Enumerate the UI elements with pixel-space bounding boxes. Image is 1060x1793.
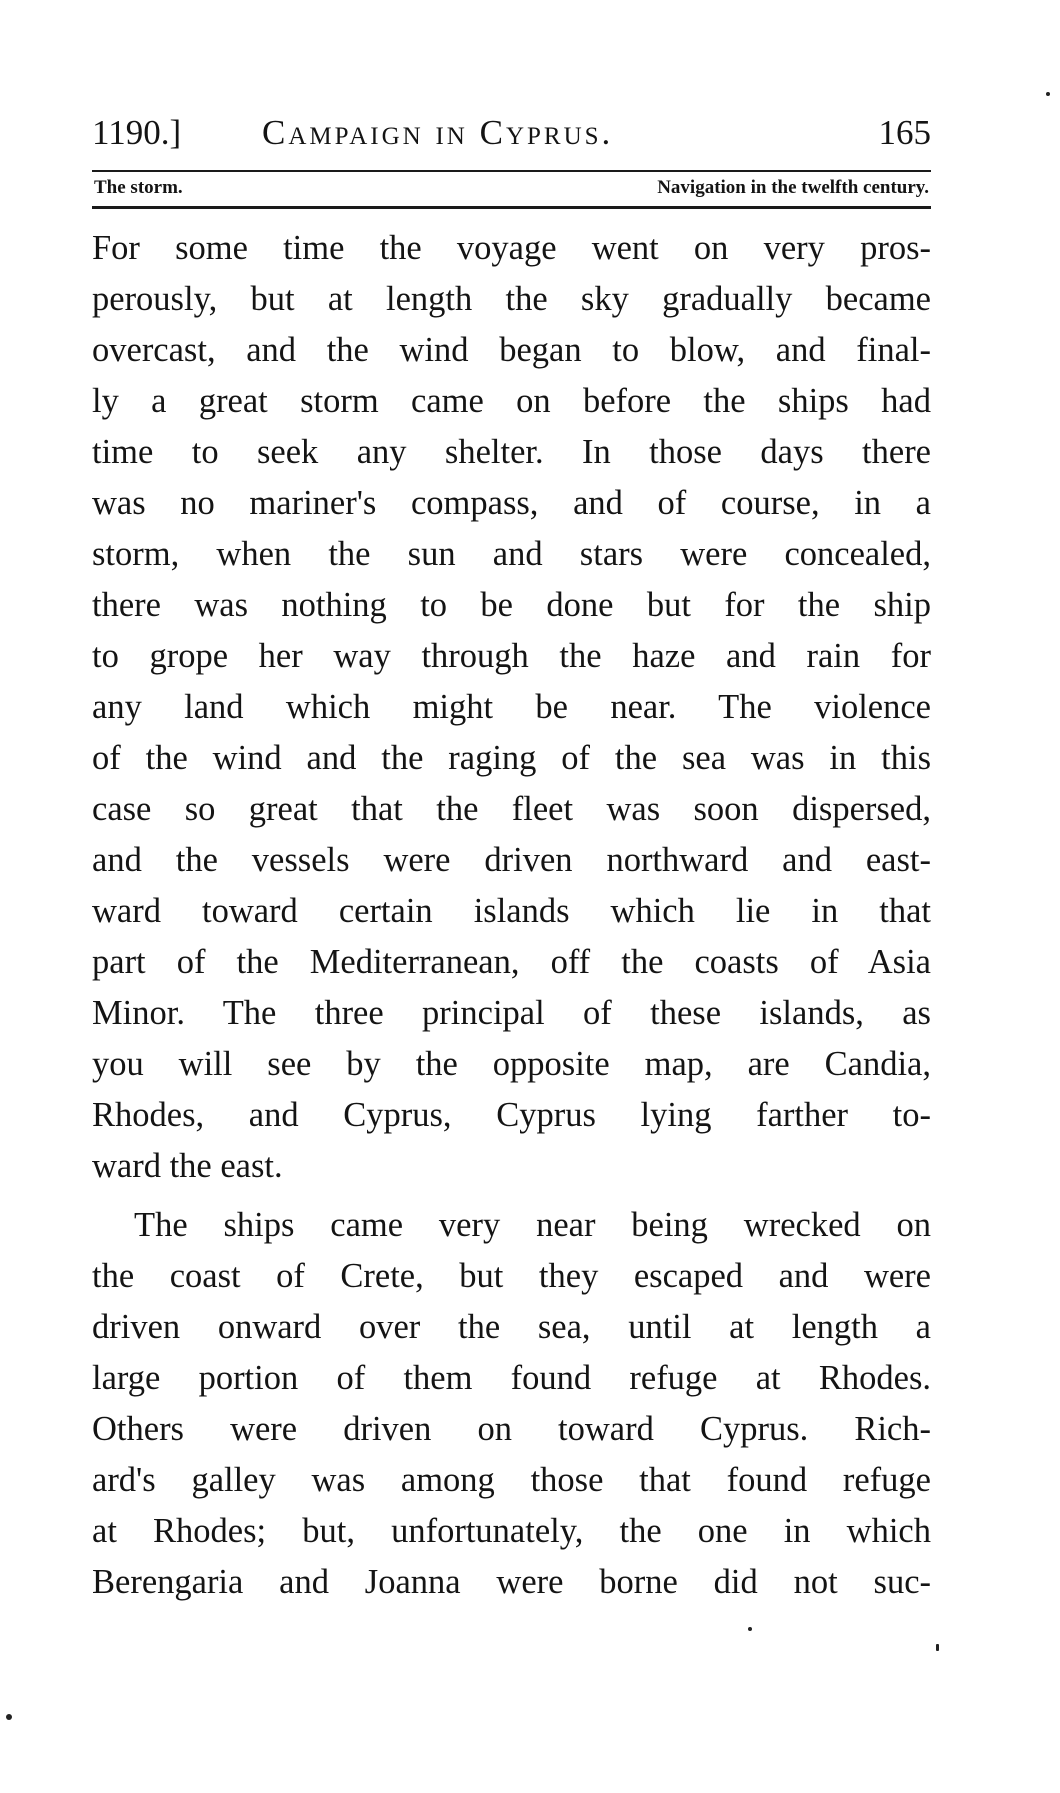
text-line: Minor. The three principal of these islands, as xyxy=(92,994,931,1032)
scan-speck xyxy=(1046,92,1050,96)
text-line: you will see by the opposite map, are Candia, xyxy=(92,1045,931,1083)
running-head xyxy=(92,108,931,158)
scan-speck xyxy=(936,1644,939,1651)
text-line: ly a great storm came on before the ships had xyxy=(92,382,931,420)
paragraph xyxy=(92,1200,931,1608)
running-head-title: Campaign in Cyprus. xyxy=(262,113,614,152)
text-line: ard's galley was among those that found refuge xyxy=(92,1461,931,1499)
subhead-left: The storm. xyxy=(94,177,183,198)
text-line: time to seek any shelter. In those days there xyxy=(92,433,931,471)
text-line: ward toward certain islands which lie in that xyxy=(92,892,931,930)
paragraph xyxy=(92,223,931,1192)
text-line: Berengaria and Joanna were borne did not suc- xyxy=(92,1563,931,1601)
text-line: Rhodes, and Cyprus, Cyprus lying farther to- xyxy=(92,1096,931,1134)
text-line: at Rhodes; but, unfortunately, the one in which xyxy=(92,1512,931,1550)
text-line: case so great that the fleet was soon dispersed, xyxy=(92,790,931,828)
text-line: part of the Mediterranean, off the coasts of Asia xyxy=(92,943,931,981)
text-line: and the vessels were driven northward and east- xyxy=(92,841,931,879)
text-line: overcast, and the wind began to blow, and final- xyxy=(92,331,931,369)
text-line: the coast of Crete, but they escaped and were xyxy=(92,1257,931,1295)
book-page xyxy=(92,108,931,1608)
text-line: driven onward over the sea, until at length a xyxy=(92,1308,931,1346)
text-line: any land which might be near. The violence xyxy=(92,688,931,726)
text-line: was no mariner's compass, and of course, in a xyxy=(92,484,931,522)
header-rule-bottom xyxy=(92,206,931,209)
text-line: to grope her way through the haze and rain for xyxy=(92,637,931,675)
subheads xyxy=(92,172,931,204)
text-line: ward the east. xyxy=(92,1147,283,1185)
scan-speck xyxy=(748,1627,752,1631)
text-line: there was nothing to be done but for the ship xyxy=(92,586,931,624)
text-line: of the wind and the raging of the sea was in this xyxy=(92,739,931,777)
scan-speck xyxy=(6,1714,12,1720)
text-line: Others were driven on toward Cyprus. Rich- xyxy=(92,1410,931,1448)
text-line: large portion of them found refuge at Rhodes. xyxy=(92,1359,931,1397)
text-line: perously, but at length the sky gradually became xyxy=(92,280,931,318)
text-line: For some time the voyage went on very pros- xyxy=(92,229,931,267)
body-text xyxy=(92,223,931,1608)
page-number: 165 xyxy=(878,113,931,152)
subhead-right: Navigation in the twelfth century. xyxy=(657,177,929,198)
running-head-year: 1190.] xyxy=(92,113,182,152)
text-line: The ships came very near being wrecked on xyxy=(134,1206,931,1244)
text-line: storm, when the sun and stars were concealed, xyxy=(92,535,931,573)
